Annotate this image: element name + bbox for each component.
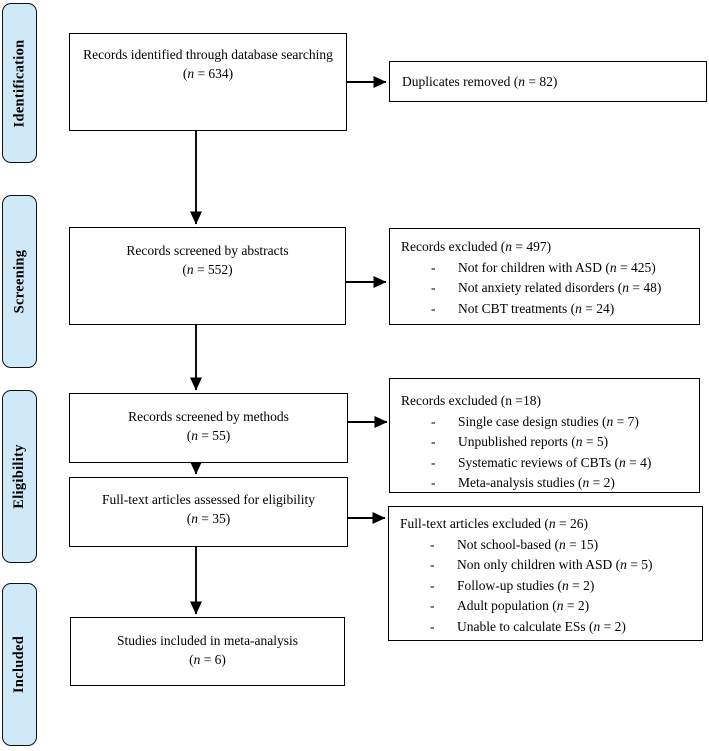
bullet-dash: -	[431, 413, 436, 429]
excluded-item-text: Not anxiety related disorders (n = 48)	[458, 280, 662, 295]
excluded-item	[400, 617, 698, 638]
box-title: Records identified through database searching	[83, 47, 333, 62]
stage-label: Included	[11, 635, 28, 694]
excluded-item	[401, 258, 695, 279]
duplicates-removed-box	[389, 61, 707, 102]
excluded-item	[401, 299, 695, 320]
box-title: Records screened by methods	[128, 409, 289, 424]
box-count: (n = 35)	[186, 511, 231, 526]
box-title: Full-text articles assessed for eligibility	[102, 492, 315, 507]
stage-eligibility	[2, 390, 37, 563]
fulltext-assessed-box	[69, 477, 348, 547]
bullet-dash: -	[430, 536, 435, 552]
bullet-dash: -	[431, 454, 436, 470]
bullet-dash: -	[431, 259, 436, 275]
excluded-item-text: Not CBT treatments (n = 24)	[458, 300, 615, 316]
excluded-item-text: Single case design studies (n = 7)	[458, 413, 639, 429]
excluded-methods-box	[389, 378, 700, 493]
excluded-box-title: Full-text articles excluded (n = 26)	[400, 516, 588, 531]
box-count: (n = 552)	[182, 262, 233, 277]
box-title: Records screened by abstracts	[126, 243, 289, 258]
stage-label: Identification	[11, 39, 28, 127]
excluded-item	[401, 473, 695, 494]
excluded-item-text: Non only children with ASD (n = 5)	[457, 557, 653, 572]
excluded-item-text: Adult population (n = 2)	[457, 598, 590, 613]
excluded-item-text: Systematic reviews of CBTs (n = 4)	[458, 454, 652, 470]
records-screened-methods-box	[69, 393, 348, 463]
excluded-item-text: Not for children with ASD (n = 425)	[458, 259, 656, 275]
excluded-item	[400, 555, 698, 576]
excluded-box-title: Records excluded (n =18)	[401, 393, 541, 408]
records-identified-box	[69, 33, 347, 131]
box-count: (n = 55)	[186, 428, 231, 443]
excluded-item	[401, 278, 695, 299]
bullet-dash: -	[431, 434, 436, 449]
excluded-fulltext-box	[388, 506, 703, 641]
box-count: (n = 634)	[182, 66, 234, 81]
excluded-item-text: Not school-based (n = 15)	[457, 536, 599, 552]
bullet-dash: -	[431, 280, 436, 295]
bullet-dash: -	[430, 557, 435, 572]
box-title: Studies included in meta-analysis	[116, 633, 299, 648]
stage-label: Screening	[11, 249, 27, 314]
box-title: Duplicates removed (n = 82)	[402, 74, 558, 89]
excluded-item	[401, 432, 695, 453]
excluded-abstracts-box	[389, 228, 700, 325]
excluded-item	[400, 576, 698, 597]
stage-included	[2, 583, 37, 746]
bullet-dash: -	[431, 300, 436, 316]
stage-label: Eligibility	[11, 444, 28, 509]
excluded-item	[401, 412, 695, 433]
excluded-item-text: Follow-up studies (n = 2)	[457, 577, 595, 593]
bullet-dash: -	[430, 577, 435, 593]
records-screened-abstracts-box	[69, 227, 346, 325]
studies-included-box	[70, 617, 345, 686]
bullet-dash: -	[430, 598, 435, 613]
excluded-item	[401, 453, 695, 474]
excluded-item	[400, 535, 698, 556]
excluded-item-text: Unpublished reports (n = 5)	[458, 434, 609, 449]
excluded-box-title: Records excluded (n = 497)	[401, 239, 552, 254]
stage-identification	[2, 3, 37, 163]
bullet-dash: -	[430, 618, 435, 634]
stage-screening	[2, 195, 37, 368]
bullet-dash: -	[431, 475, 436, 490]
excluded-item-text: Unable to calculate ESs (n = 2)	[457, 618, 626, 634]
excluded-item	[400, 596, 698, 617]
excluded-item-text: Meta-analysis studies (n = 2)	[458, 475, 615, 490]
box-count: (n = 6)	[189, 652, 226, 667]
